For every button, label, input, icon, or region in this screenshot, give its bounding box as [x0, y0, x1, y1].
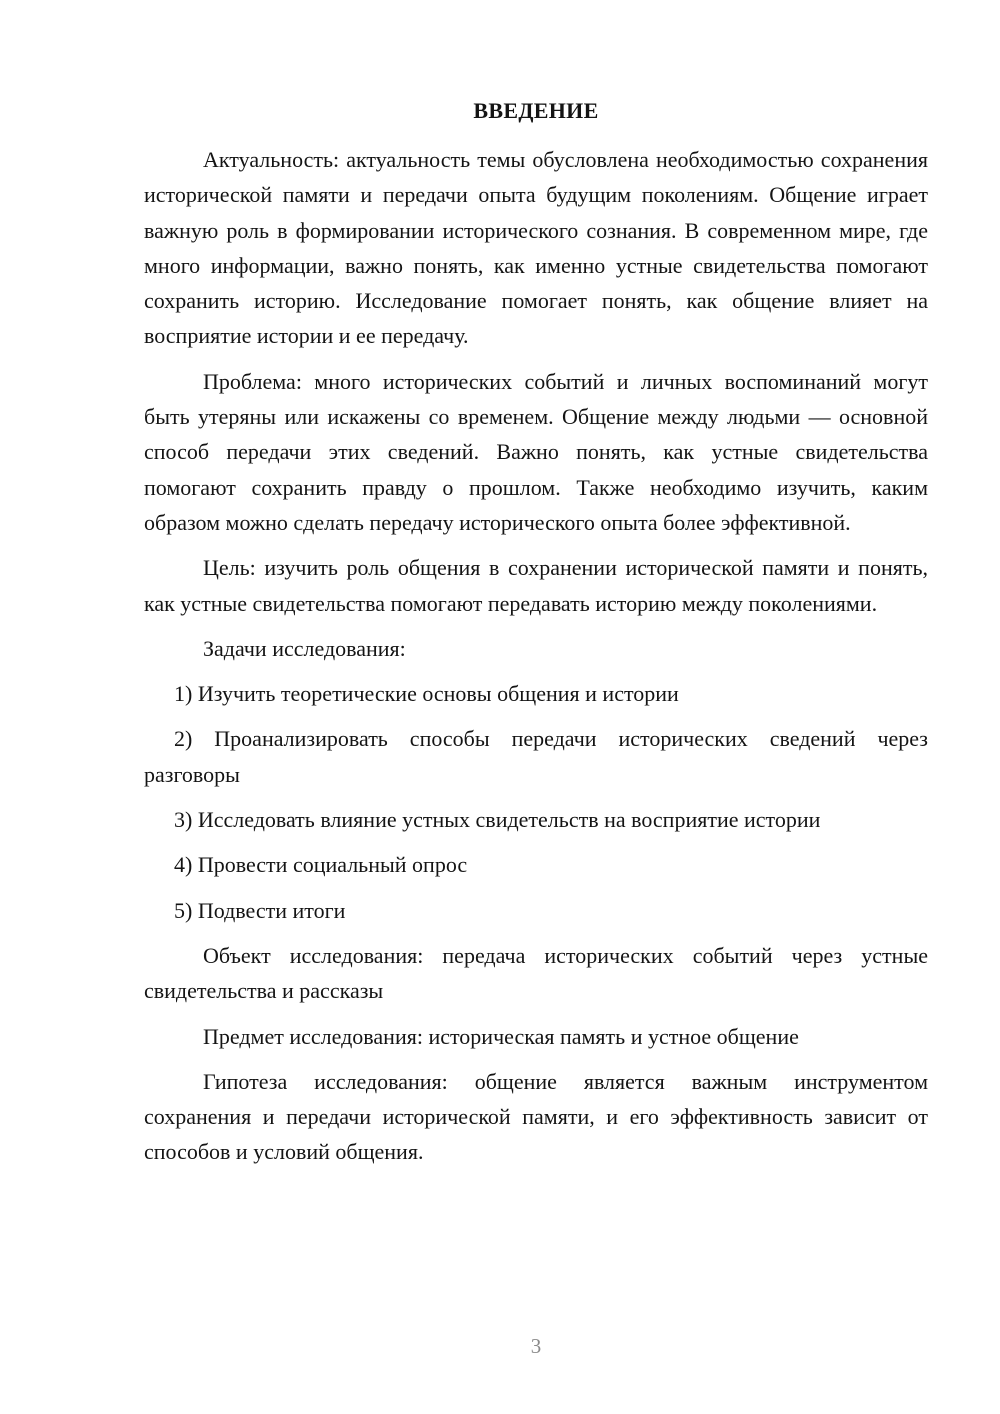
- paragraph-relevance: Актуальность: актуальность темы обусловлена необходимостью сохранения исторической памяти и передачи опыта будущим поколениям. Общение играет важную роль в формировании исторического сознания. В современном мире, где много информации, важно понять, как именно устные свидетельства помогают сохранить историю. Исследование помогает понять, как общение влияет на восприятие истории и ее передачу.: [144, 147, 928, 349]
- tasks-heading: Задачи исследования:: [203, 635, 406, 661]
- page-number: 3: [530, 1334, 542, 1358]
- task-item-5: 5) Подвести итоги: [174, 897, 346, 923]
- document-page: [144, 0, 928, 1414]
- paragraph-hypothesis: Гипотеза исследования: общение является важным инструментом сохранения и передачи исторической памяти, и его эффективность зависит от способов и условий общения.: [144, 1068, 928, 1165]
- paragraph-goal: Цель: изучить роль общения в сохранении исторической памяти и понять, как устные свидетельства помогают передавать историю между поколениями.: [144, 555, 928, 616]
- task-item-2: 2) Проанализировать способы передачи исторических сведений через разговоры: [144, 726, 928, 787]
- page-title: ВВЕДЕНИЕ: [473, 98, 599, 123]
- task-item-3: 3) Исследовать влияние устных свидетельств на восприятие истории: [174, 807, 821, 833]
- paragraph-problem: Проблема: много исторических событий и личных воспоминаний могут быть утеряны или искажены со временем. Общение между людьми — основной способ передачи этих сведений. Важно понять, как устные свидетельства помогают сохранить правду о прошлом. Также необходимо изучить, каким образом можно сделать передачу исторического опыта более эффективной.: [144, 368, 928, 535]
- paragraph-subject: Предмет исследования: историческая память и устное общение: [203, 1023, 799, 1049]
- task-item-4: 4) Провести социальный опрос: [174, 852, 468, 878]
- task-item-1: 1) Изучить теоретические основы общения и истории: [174, 681, 679, 707]
- document-body: [144, 142, 928, 1180]
- paragraph-object: Объект исследования: передача исторических событий через устные свидетельства и рассказы: [144, 942, 928, 1004]
